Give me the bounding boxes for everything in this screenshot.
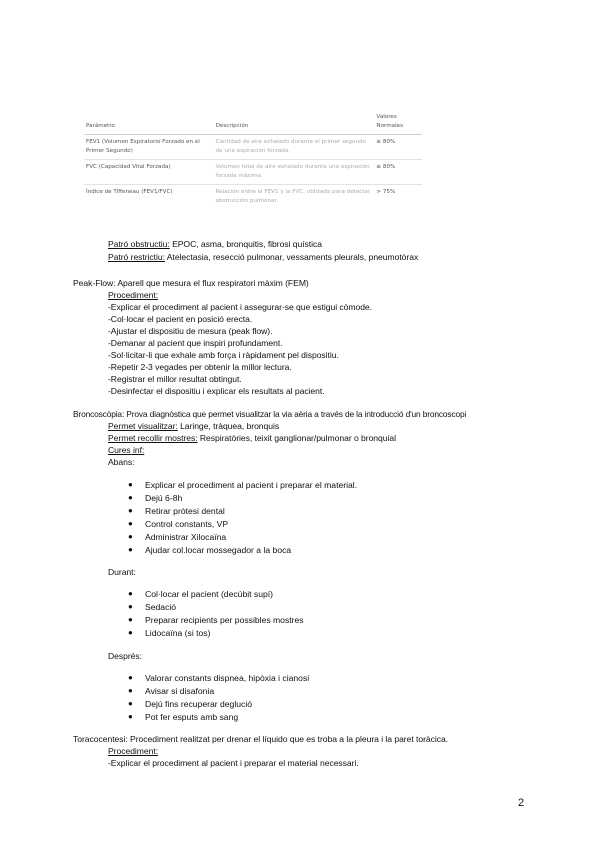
bronco-visualize (108, 421, 279, 431)
bullet-icon: ● (128, 699, 133, 708)
table-cell: Índice de Tiffeneau (FEV1/FVC) (86, 189, 173, 195)
peakflow-step: -Sol·licitar-li que exhale amb força i ràpidament pel dispositiu. (108, 350, 339, 360)
table-row (84, 185, 422, 210)
pattern-obstructive (108, 239, 322, 249)
pattern-restrictive-text: Atelectasia, resecció pulmonar, vessaments pleurals, pneumotòrax (164, 252, 419, 262)
table-cell: FVC (Capacidad Vital Forzada) (84, 160, 214, 185)
bronco-visualize-text: Laringe, tràquea, bronquis (177, 421, 280, 431)
bullet-icon: ● (128, 602, 133, 611)
peakflow-step: -Explicar el procediment al pacient i assegurar-se que estigui còmode. (108, 302, 372, 312)
table-header-values: Valores Normales (374, 112, 422, 135)
table-cell: FEV1 (Volumen Espiratorio Forzado en el Primer Segundo) (84, 135, 214, 160)
peakflow-step: -Desinfectar el dispositiu i explicar els resultats al pacient. (108, 386, 325, 396)
bronco-samples-label: Permet recollir mostres: (108, 433, 198, 443)
bronco-title: Broncoscòpia: Prova diagnòstica que permet visualitzar la via aèria a través de la introducció d'un broncoscopi (73, 409, 467, 419)
list-item: Control constants, VP (145, 519, 229, 529)
bullet-icon: ● (128, 589, 133, 598)
bullet-icon: ● (128, 628, 133, 637)
list-item: Retirar pròtesi dental (145, 506, 225, 516)
peakflow-procedure-label: Procediment: (108, 290, 159, 300)
bronco-samples (108, 433, 396, 443)
list-item: Dejú 6-8h (145, 493, 183, 503)
list-item: Dejú fins recuperar deglució (145, 699, 253, 709)
pattern-obstructive-label: Patró obstructiu: (108, 239, 170, 249)
peakflow-step: -Repetir 2-3 vegades per obtenir la millor lectura. (108, 362, 292, 372)
list-item: Ajudar col.locar mossegador a la boca (145, 545, 292, 555)
bronco-during-label: Durant: (108, 567, 136, 577)
list-item: Preparar recipients per possibles mostres (145, 615, 304, 625)
bullet-icon: ● (128, 532, 133, 541)
spirometry-table (84, 112, 422, 209)
table-cell: Relación entre el FEV1 y la FVC, utilizada para detectar obstrucción pulmonar. (215, 189, 371, 204)
table-cell: Cantidad de aire exhalado durante el primer segundo de una espiración forzada. (214, 135, 375, 160)
toraco-procedure-label: Procediment: (108, 746, 159, 756)
bullet-icon: ● (128, 673, 133, 682)
bullet-icon: ● (128, 480, 133, 489)
table-header-desc: Descripción (214, 112, 375, 135)
table-header-row (84, 112, 422, 135)
bullet-icon: ● (128, 686, 133, 695)
list-item: Avisar si disafonia (145, 686, 215, 696)
peakflow-step: -Registrar el millor resultat obtingut. (108, 374, 242, 384)
toraco-title: Toracocentesi: Procediment realitzat per drenar el líquido que es troba a la pleura i la paret toràcica. (73, 734, 449, 744)
table-header-param: Parámetro (84, 112, 214, 135)
table-cell: ≥ 80% (374, 135, 422, 160)
list-item: Lidocaïna (si tos) (145, 628, 211, 638)
table-row (84, 135, 422, 160)
pattern-obstructive-text: EPOC, asma, bronquitis, fibrosi quística (169, 239, 322, 249)
bronco-samples-text: Respiratòries, teixit ganglionar/pulmonar o bronquial (197, 433, 396, 443)
page-number: 2 (518, 797, 525, 809)
table-cell: Volumen total de aire exhalado durante una espiración forzada máxima. (214, 160, 375, 185)
list-item: Col·locar el pacient (decúbit supí) (145, 589, 274, 599)
bullet-icon: ● (128, 545, 133, 554)
peakflow-step: -Col·locar el pacient en posició erecta. (108, 314, 253, 324)
pattern-restrictive-label: Patró restrictiu: (108, 252, 165, 262)
table-cell: ≥ 80% (374, 160, 422, 185)
list-item: Sedació (145, 602, 177, 612)
peakflow-step: -Demanar al pacient que inspiri profundament. (108, 338, 283, 348)
bullet-icon: ● (128, 615, 133, 624)
bullet-icon: ● (128, 493, 133, 502)
bullet-icon: ● (128, 712, 133, 721)
pattern-restrictive (108, 252, 418, 262)
bronco-care-label: Cures inf: (108, 445, 145, 455)
bronco-after-label: Després: (108, 651, 142, 661)
list-item: Pot fer esputs amb sang (145, 712, 239, 722)
bullet-icon: ● (128, 506, 133, 515)
bullet-icon: ● (128, 519, 133, 528)
table-cell: > 75% (376, 189, 396, 195)
bronco-before-label: Abans: (108, 457, 135, 467)
toraco-step: -Explicar el procediment al pacient i preparar el material necessari. (108, 758, 359, 768)
peakflow-step: -Ajustar el dispositiu de mesura (peak flow). (108, 326, 273, 336)
table-row (84, 160, 422, 185)
bronco-visualize-label: Permet visualitzar: (108, 421, 178, 431)
peakflow-title: Peak-Flow: Aparell que mesura el flux respiratori màxim (FEM) (73, 278, 309, 288)
list-item: Valorar constants dispnea, hipòxia i cianosi (145, 673, 310, 683)
list-item: Administrar Xilocaïna (145, 532, 227, 542)
list-item: Explicar el procediment al pacient i preparar el material. (145, 480, 358, 490)
